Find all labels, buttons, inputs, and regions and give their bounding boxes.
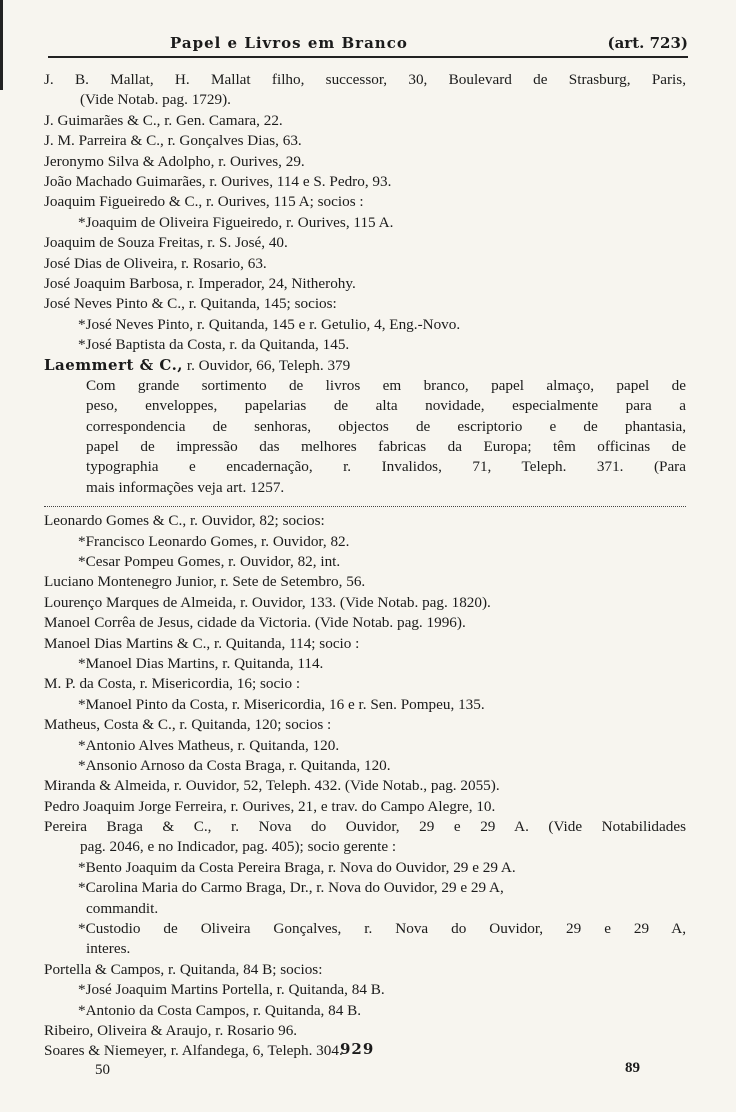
page-footer (0, 1040, 736, 1080)
entry-text: *Antonio Alves Matheus, r. Quitanda, 120. (78, 736, 340, 754)
directory-entry (44, 674, 686, 694)
directory-entry (44, 715, 686, 735)
partner-line (44, 654, 686, 674)
entry-text: Manoel Dias Martins & C., r. Quitanda, 114; socio : (44, 634, 360, 652)
entry-text: Luciano Montenegro Junior, r. Sete de Setembro, 56. (44, 573, 366, 591)
directory-entry (44, 572, 686, 592)
entry-text: (Vide Notab. pag. 1729). (80, 91, 231, 109)
entry-text: João Machado Guimarães, r. Ourives, 114 e S. Pedro, 93. (44, 172, 392, 190)
firm-name: Laemmert & C., (44, 356, 184, 375)
description-line (44, 457, 686, 477)
entry-text: Miranda & Almeida, r. Ouvidor, 52, Teleph. 432. (Vide Notab., pag. 2055). (44, 777, 500, 795)
directory-entry (44, 70, 686, 90)
directory-entry (44, 355, 686, 375)
partner-line (44, 695, 686, 715)
entry-text: José Joaquim Barbosa, r. Imperador, 24, Nitherohy. (44, 274, 356, 292)
description-line (44, 478, 686, 498)
description-line (44, 417, 686, 437)
entry-text: *José Neves Pinto, r. Quitanda, 145 e r. Getulio, 4, Eng.-Novo. (78, 315, 461, 333)
partner-line (44, 878, 686, 898)
directory-entries (44, 70, 686, 1062)
partner-line (44, 899, 686, 919)
directory-entry (44, 511, 686, 531)
description-line (44, 396, 686, 416)
entry-text: *Bento Joaquim da Costa Pereira Braga, r. Nova do Ouvidor, 29 e 29 A. (78, 858, 516, 876)
entry-text: pag. 2046, e no Indicador, pag. 405); socio gerente : (80, 838, 397, 856)
entry-text: peso, enveloppes, papelarias de alta novidade, especialmente para a (86, 397, 686, 415)
entry-text: *José Baptista da Costa, r. da Quitanda, 145. (78, 336, 350, 354)
directory-entry (44, 233, 686, 253)
directory-entry (44, 817, 686, 837)
running-header (48, 30, 688, 58)
header-article-ref: (art. 723) (607, 34, 688, 52)
entry-text: correspondencia de senhoras, objectos de escriptorio e de phantasia, (86, 417, 686, 435)
entry-text: *Manoel Pinto da Costa, r. Misericordia, 16 e r. Sen. Pompeu, 135. (78, 695, 485, 713)
entry-text: Leonardo Gomes & C., r. Ouvidor, 82; socios: (44, 512, 325, 530)
entry-text: M. P. da Costa, r. Misericordia, 16; socio : (44, 675, 301, 693)
directory-entry (44, 274, 686, 294)
directory-entry (44, 634, 686, 654)
section-separator (44, 498, 686, 507)
partner-line (44, 980, 686, 1000)
partner-line (44, 213, 686, 233)
partner-line (44, 315, 686, 335)
entry-text: J. Guimarães & C., r. Gen. Camara, 22. (44, 111, 283, 129)
directory-entry (44, 111, 686, 131)
partner-line (44, 756, 686, 776)
entry-text: *Custodio de Oliveira Gonçalves, r. Nova do Ouvidor, 29 e 29 A, (78, 920, 686, 938)
entry-text: *Antonio da Costa Campos, r. Quitanda, 84 B. (78, 1001, 362, 1019)
entry-text: Ribeiro, Oliveira & Araujo, r. Rosario 96. (44, 1021, 298, 1039)
directory-entry (44, 192, 686, 212)
directory-entry (44, 1021, 686, 1041)
entry-text: Pereira Braga & C., r. Nova do Ouvidor, 29 e 29 A. (Vide Notabilidades (44, 818, 686, 836)
entry-text: Portella & Campos, r. Quitanda, 84 B; socios: (44, 960, 323, 978)
entry-text: mais informações veja art. 1257. (86, 478, 285, 496)
entry-text: Joaquim de Souza Freitas, r. S. José, 40. (44, 234, 288, 252)
directory-entry (44, 90, 686, 110)
partner-line (44, 939, 686, 959)
directory-entry (44, 593, 686, 613)
partner-line (44, 552, 686, 572)
directory-entry (44, 152, 686, 172)
entry-text: commandit. (86, 899, 159, 917)
entry-text: Manoel Corrêa de Jesus, cidade da Victoria. (Vide Notab. pag. 1996). (44, 614, 466, 632)
directory-entry (44, 613, 686, 633)
entry-text: *José Joaquim Martins Portella, r. Quitanda, 84 B. (78, 981, 385, 999)
entry-text: typographia e encadernação, r. Invalidos, 71, Teleph. 371. (Para (86, 458, 686, 476)
header-title: Papel e Livros em Branco (170, 34, 408, 52)
description-line (44, 437, 686, 457)
partner-line (44, 532, 686, 552)
entry-text: J. M. Parreira & C., r. Gonçalves Dias, 63. (44, 132, 302, 150)
description-line (44, 376, 686, 396)
footer-right-number: 89 (625, 1060, 640, 1076)
entry-text: José Neves Pinto & C., r. Quitanda, 145; socios: (44, 295, 337, 313)
footer-page-number: 929 (340, 1040, 375, 1058)
directory-entry (44, 254, 686, 274)
entry-text: Lourenço Marques de Almeida, r. Ouvidor, 133. (Vide Notab. pag. 1820). (44, 593, 491, 611)
entry-text: Matheus, Costa & C., r. Quitanda, 120; socios : (44, 716, 332, 734)
entry-text: *Joaquim de Oliveira Figueiredo, r. Ourives, 115 A. (78, 213, 394, 231)
partner-line (44, 1001, 686, 1021)
entry-text: interes. (86, 940, 131, 958)
partner-line (44, 736, 686, 756)
directory-entry (44, 837, 686, 857)
directory-entry (44, 776, 686, 796)
directory-entry (44, 294, 686, 314)
entry-text: Joaquim Figueiredo & C., r. Ourives, 115 A; socios : (44, 193, 364, 211)
entry-text: r. Ouvidor, 66, Teleph. 379 (183, 357, 351, 375)
entry-text: papel de impressão das melhores fabricas da Europa; têm officinas de (86, 438, 686, 456)
entry-text: *Francisco Leonardo Gomes, r. Ouvidor, 82. (78, 532, 350, 550)
entry-text: Com grande sortimento de livros em branco, papel almaço, papel de (86, 376, 686, 394)
entry-text: *Carolina Maria do Carmo Braga, Dr., r. Nova do Ouvidor, 29 e 29 A, (78, 879, 504, 897)
partner-line (44, 858, 686, 878)
directory-entry (44, 797, 686, 817)
directory-entry (44, 172, 686, 192)
entry-text: *Ansonio Arnoso da Costa Braga, r. Quitanda, 120. (78, 756, 391, 774)
entry-text: Jeronymo Silva & Adolpho, r. Ourives, 29. (44, 152, 305, 170)
header-rule (48, 56, 688, 58)
partner-line (44, 335, 686, 355)
entry-text: Soares & Niemeyer, r. Alfandega, 6, Teleph. 304. (44, 1042, 343, 1060)
directory-entry (44, 131, 686, 151)
entry-text: J. B. Mallat, H. Mallat filho, successor, 30, Boulevard de Strasburg, Paris, (44, 71, 686, 88)
footer-left-number: 50 (95, 1062, 110, 1078)
partner-line (44, 919, 686, 939)
entry-text: *Manoel Dias Martins, r. Quitanda, 114. (78, 654, 324, 672)
directory-entry (44, 960, 686, 980)
margin-rule (0, 0, 3, 90)
entry-text: Pedro Joaquim Jorge Ferreira, r. Ourives, 21, e trav. do Campo Alegre, 10. (44, 797, 496, 815)
entry-text: *Cesar Pompeu Gomes, r. Ouvidor, 82, int. (78, 552, 341, 570)
entry-text: José Dias de Oliveira, r. Rosario, 63. (44, 254, 267, 272)
